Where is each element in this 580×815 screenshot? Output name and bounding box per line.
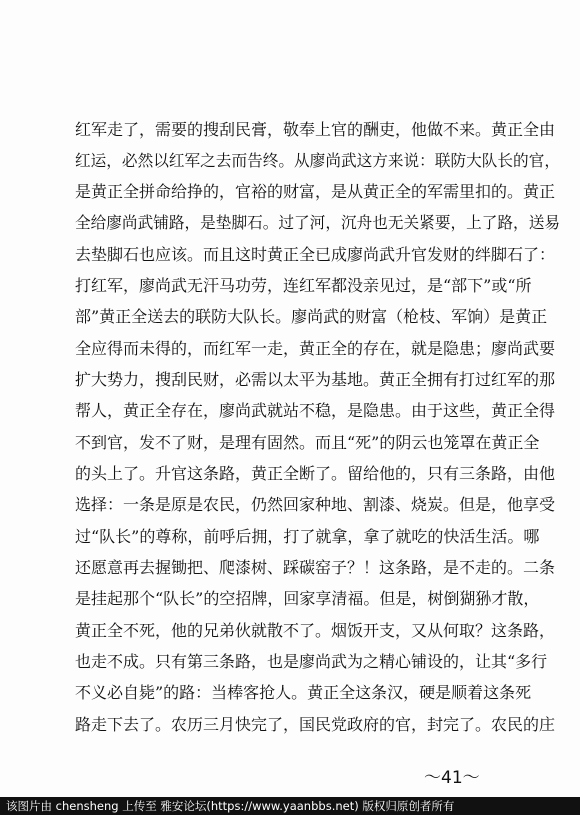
text-line-10: 帮人，黄正全存在，廖尚武就站不稳，是隐患。由于这些，黄正全得 [75, 401, 556, 420]
text-line-20: 路走下去了。农历三月快完了，国民党政府的官，封完了。农民的庄 [75, 715, 556, 734]
text-line-6: 打红军，廖尚武无汗马功劳，连红军都没亲见过，是“部下”或“所 [75, 276, 532, 295]
text-line-17: 黄正全不死，他的兄弟伙就散不了。烟饭开支，又从何取？这条路， [75, 621, 556, 640]
text-line-1: 红军走了，需要的搜刮民膏，敬奉上官的酬吏，他做不来。黄正全由 [75, 120, 556, 139]
text-line-12: 的头上了。升官这条路，黄正全断了。留给他的，只有三条路，由他 [75, 464, 556, 483]
text-line-18: 也走不成。只有第三条路，也是廖尚武为之精心铺设的，让其“多行 [75, 652, 548, 671]
watermark-footer: 该图片由 chensheng 上传至 雅安论坛(https://www.yaanbbs.net) 版权归原创者所有 [0, 797, 580, 815]
text-line-3: 是黄正全拼命给挣的，官裕的财富，是从黄正全的军需里扣的。黄正 [75, 182, 556, 201]
text-line-11: 不到官，发不了财，是理有固然。而且“死”的阴云也笼罩在黄正全 [75, 433, 540, 452]
text-line-15: 还愿意再去握锄把、爬漆树、踩碳窑子？！这条路，是不走的。二条 [75, 558, 556, 577]
text-line-19: 不义必自毙”的路：当棒客抢人。黄正全这条汉，硬是顺着这条死 [75, 683, 532, 702]
text-line-2: 红运，必然以红军之去而告终。从廖尚武这方来说：联防大队长的官， [75, 151, 561, 170]
text-line-14: 过“队长”的尊称，前呼后拥，打了就拿，拿了就吃的快活生活。哪 [75, 527, 540, 546]
page-number: ～41～ [424, 768, 480, 788]
text-line-5: 去垫脚石也应该。而且这时黄正全已成廖尚武升官发财的绊脚石了： [75, 245, 556, 264]
text-line-4: 全给廖尚武铺路，是垫脚石。过了河，沉舟也无关紧要，上了路，送易 [75, 213, 561, 232]
text-line-8: 全应得而未得的，而红军一走，黄正全的存在，就是隐患；廖尚武要 [75, 339, 556, 358]
text-line-9: 扩大势力，搜刮民财，必需以太平为基地。黄正全拥有打过红军的那 [75, 370, 556, 389]
text-line-16: 是挂起那个“队长”的空招牌，回家享清福。但是，树倒猢狲才散， [75, 589, 540, 608]
text-line-7: 部”黄正全送去的联防大队长。廖尚武的财富（枪枝、军饷）是黄正 [75, 307, 548, 326]
text-line-13: 选择：一条是原是农民，仍然回家种地、割漆、烧炭。但是，他享受 [75, 495, 556, 514]
